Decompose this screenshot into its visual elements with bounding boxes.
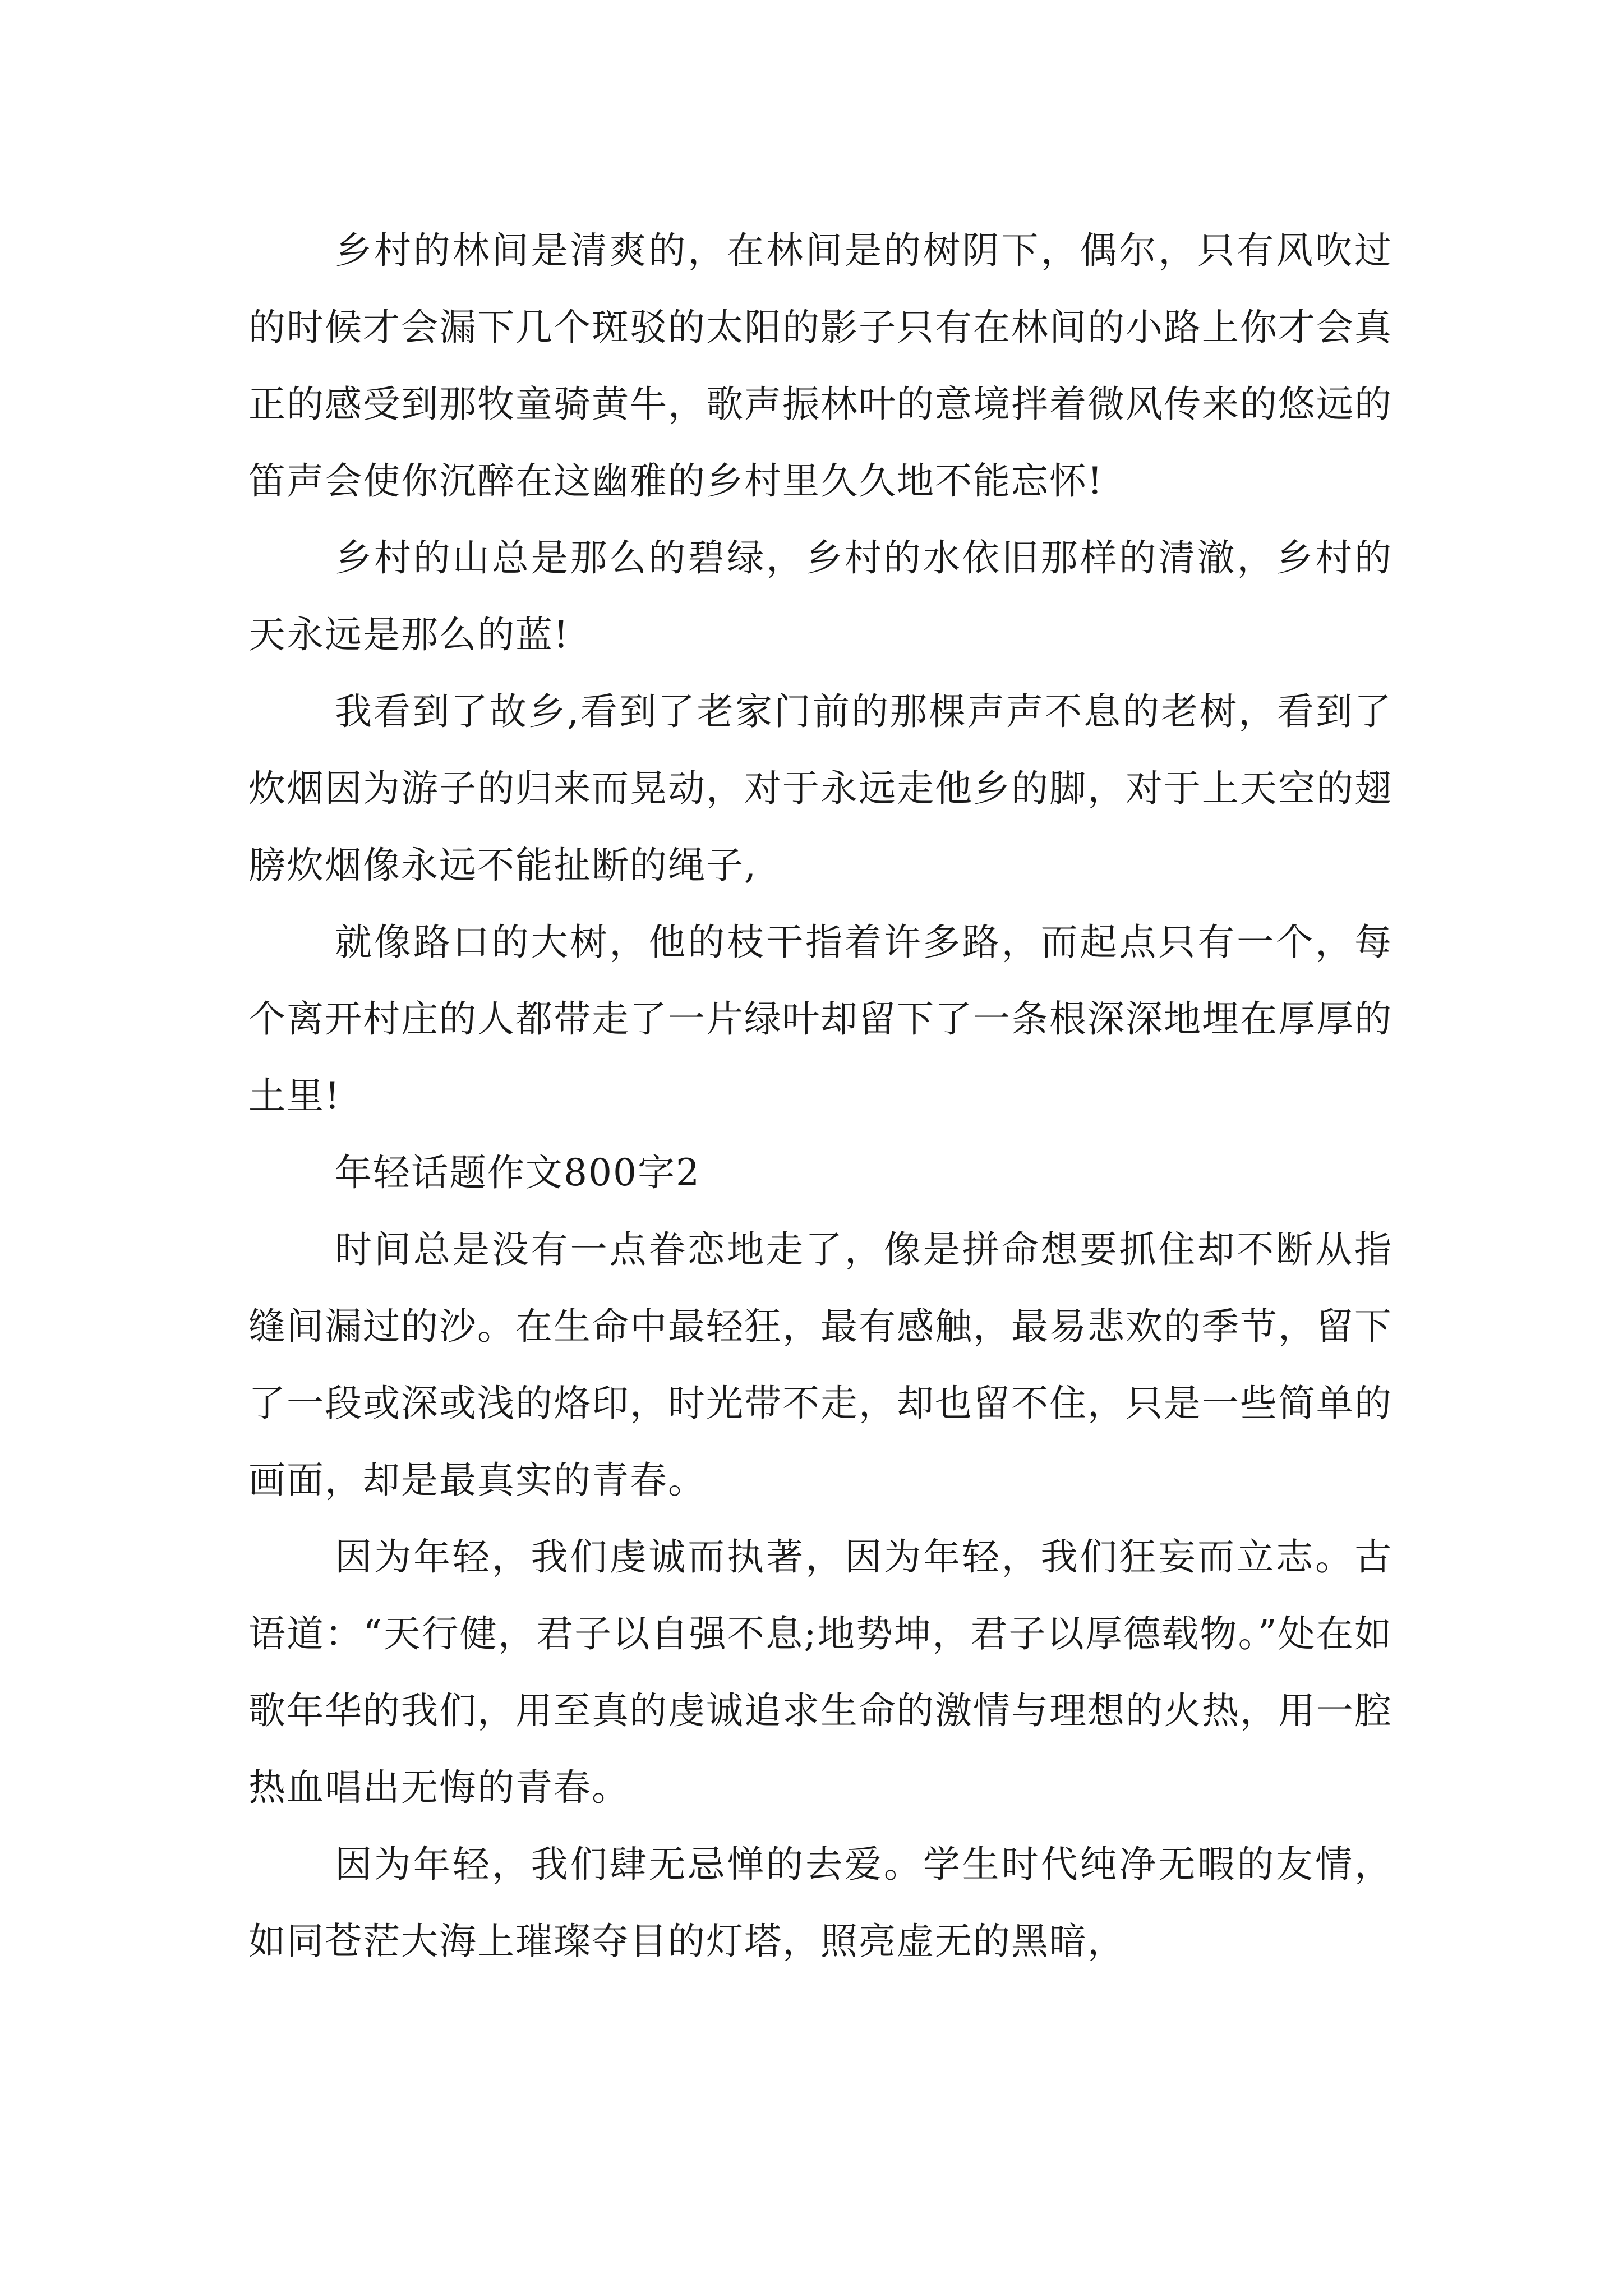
document-body — [248, 212, 1393, 1980]
paragraph-3: 我看到了故乡,看到了老家门前的那棵声声不息的老树，看到了炊烟因为游子的归来而晃动，对于永远走他乡的脚，对于上天空的翅膀炊烟像永远不能扯断的绳子, — [248, 690, 1393, 887]
paragraph-7: 因为年轻，我们肆无忌惮的去爱。学生时代纯净无暇的友情，如同苍茫大海上璀璨夺目的灯塔，照亮虚无的黑暗， — [248, 1843, 1393, 1963]
paragraph-1: 乡村的林间是清爽的，在林间是的树阴下，偶尔，只有风吹过的时候才会漏下几个斑驳的太阳的影子只有在林间的小路上你才会真正的感受到那牧童骑黄牛，歌声振林叶的意境拌着微风传来的悠远的笛声会使你沉醉在这幽雅的乡村里久久地不能忘怀! — [248, 229, 1393, 503]
paragraph-5: 时间总是没有一点眷恋地走了，像是拼命想要抓住却不断从指缝间漏过的沙。在生命中最轻狂，最有感触，最易悲欢的季节，留下了一段或深或浅的烙印，时光带不走，却也留不住，只是一些简单的画面，却是最真实的青春。 — [248, 1228, 1393, 1502]
paragraph-6: 因为年轻，我们虔诚而执著，因为年轻，我们狂妄而立志。古语道：“天行健，君子以自强不息;地势坤，君子以厚德载物。”处在如歌年华的我们，用至真的虔诚追求生命的激情与理想的火热，用一腔热血唱出无悔的青春。 — [248, 1535, 1393, 1809]
section-heading: 年轻话题作文800字2 — [335, 1151, 700, 1194]
paragraph-2: 乡村的山总是那么的碧绿，乡村的水依旧那样的清澈，乡村的天永远是那么的蓝! — [248, 536, 1393, 656]
paragraph-4: 就像路口的大树，他的枝干指着许多路，而起点只有一个，每个离开村庄的人都带走了一片绿叶却留下了一条根深深地埋在厚厚的土里! — [248, 921, 1393, 1117]
